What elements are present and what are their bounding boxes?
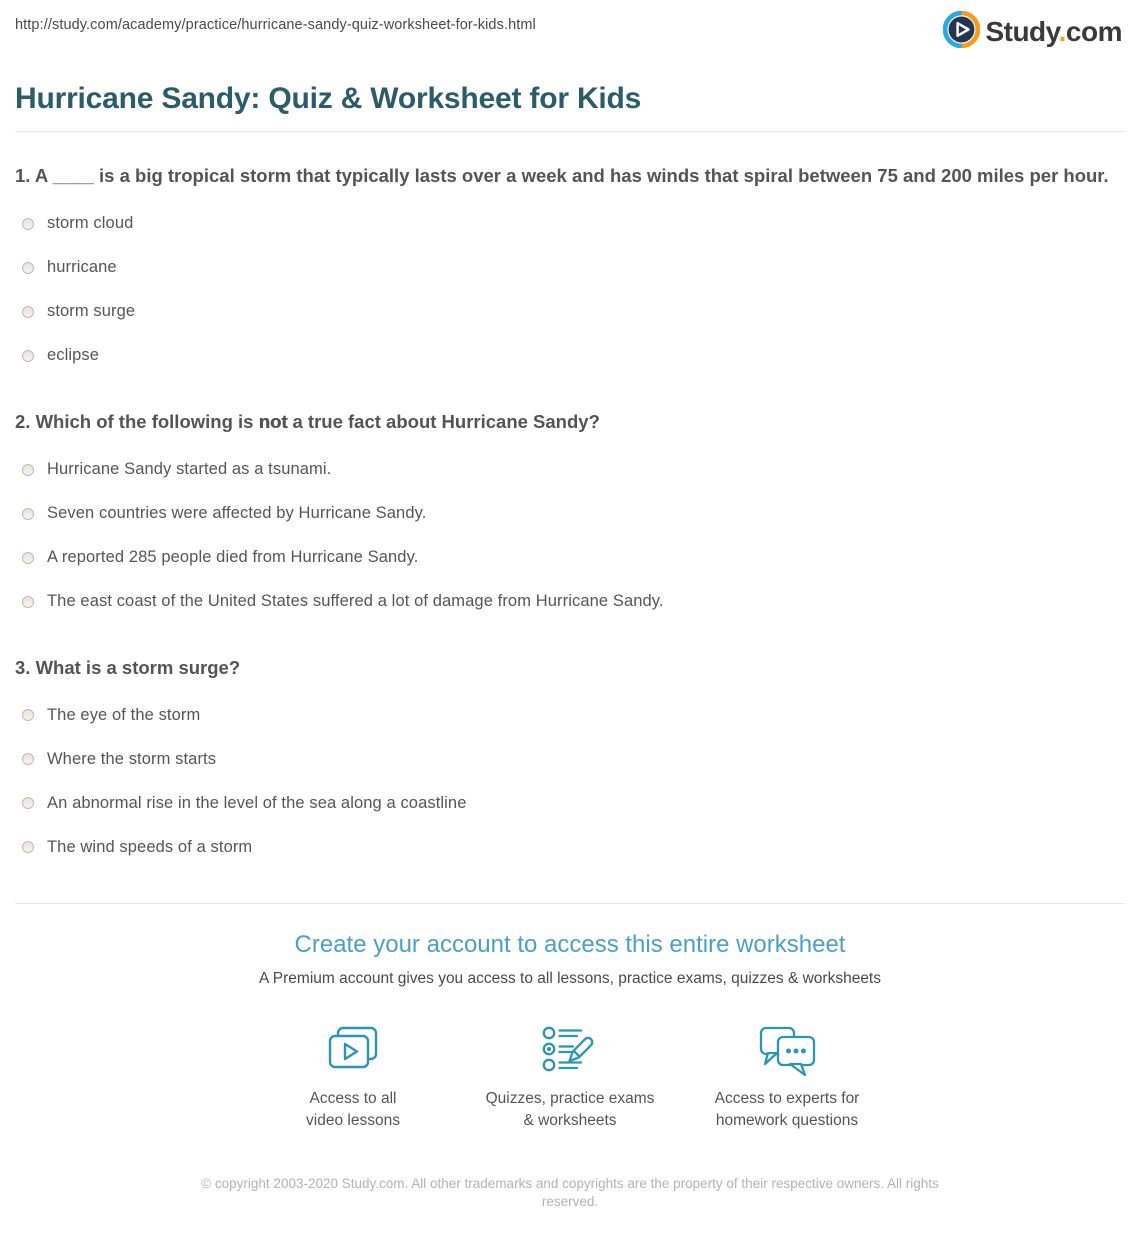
feature-quizzes-worksheets [462,1022,679,1131]
answer-option[interactable]: A reported 285 people died from Hurricane Sandy. [15,548,1125,568]
question-2-text: 2. Which of the following is not a true fact about Hurricane Sandy? [15,410,600,432]
radio-button[interactable] [22,306,34,318]
create-account-link[interactable]: Create your account to access this entire worksheet [294,931,846,959]
feature-row [15,1022,1125,1131]
page-title: Hurricane Sandy: Quiz & Worksheet for Kids [15,82,642,115]
question-3-text: 3. What is a storm surge? [15,656,241,678]
question-1-text: 1. A ____ is a big tropical storm that typically lasts over a week and has winds that spiral between 75 and 200 miles per hour. [15,165,1109,186]
radio-button[interactable] [22,262,34,274]
question-1-options [15,214,1125,366]
answer-option[interactable]: eclipse [15,346,1125,366]
answer-option[interactable]: The east coast of the United States suffered a lot of damage from Hurricane Sandy. [15,592,1125,612]
answer-option[interactable]: storm surge [15,302,1125,322]
answer-option[interactable]: An abnormal rise in the level of the sea along a coastline [15,793,1125,813]
answer-option[interactable]: The wind speeds of a storm [15,837,1125,857]
radio-button[interactable] [22,596,34,608]
answer-option[interactable]: hurricane [15,258,1125,278]
copyright-text: © copyright 2003-2020 Study.com. All other trademarks and copyrights are the property of their respective owners. All rights reserved. [201,1176,939,1210]
feature-video-lessons [245,1022,462,1131]
question-3-options [15,705,1125,857]
study-com-logo[interactable] [943,11,1122,53]
experts-chat-icon [679,1022,896,1078]
logo-text: Study.com [985,16,1122,47]
radio-button[interactable] [22,218,34,230]
question-2 [15,408,1125,612]
answer-option[interactable]: Seven countries were affected by Hurricane Sandy. [15,504,1125,524]
answer-option[interactable]: Where the storm starts [15,749,1125,769]
radio-button[interactable] [22,797,34,809]
title-divider [15,131,1125,132]
answer-option[interactable]: storm cloud [15,214,1125,234]
radio-button[interactable] [22,841,34,853]
feature-expert-help [679,1022,896,1131]
play-circle-icon [943,11,980,53]
radio-button[interactable] [22,350,34,362]
answer-option[interactable]: Hurricane Sandy started as a tsunami. [15,460,1125,480]
radio-button[interactable] [22,709,34,721]
feature-label: Access to experts for homework questions [714,1090,860,1129]
quizzes-worksheets-icon [462,1022,679,1078]
question-1 [15,162,1125,366]
top-bar [0,0,1140,53]
radio-button[interactable] [22,464,34,476]
radio-button[interactable] [22,552,34,564]
video-lessons-icon [245,1022,462,1078]
cta-section [15,903,1125,1131]
page-url: http://study.com/academy/practice/hurricane-sandy-quiz-worksheet-for-kids.html [15,17,536,33]
answer-option[interactable]: The eye of the storm [15,705,1125,725]
feature-label: Quizzes, practice exams & worksheets [485,1090,655,1129]
question-3 [15,654,1125,858]
question-2-options [15,460,1125,612]
radio-button[interactable] [22,753,34,765]
radio-button[interactable] [22,508,34,520]
premium-subtitle: A Premium account gives you access to all lessons, practice exams, quizzes & worksheets [259,970,881,988]
feature-label: Access to all video lessons [306,1090,400,1129]
